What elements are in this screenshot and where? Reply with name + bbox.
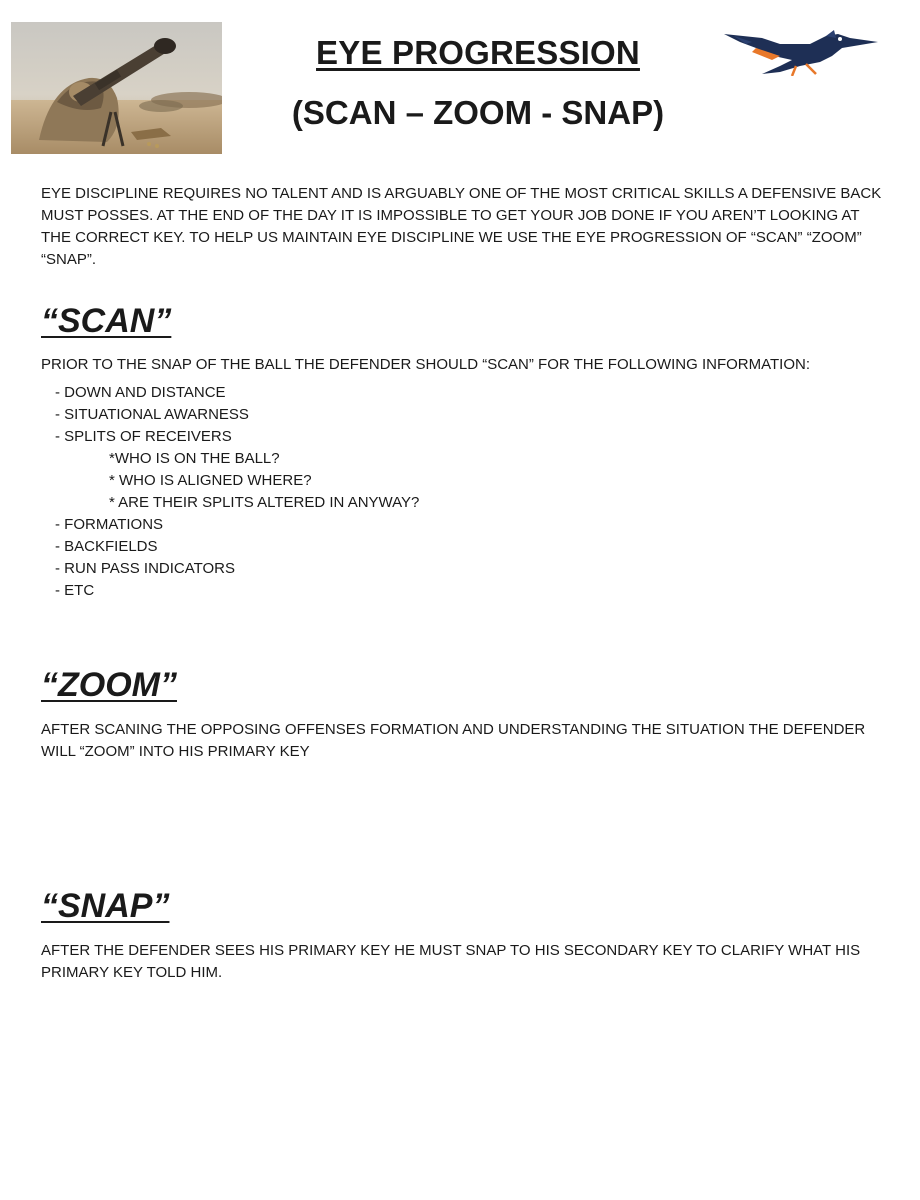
snap-heading: “SNAP” (41, 887, 170, 925)
scan-heading: “SCAN” (41, 302, 172, 340)
list-item: - ETC (55, 582, 95, 599)
list-item: - FORMATIONS (55, 516, 164, 533)
soldier-sniper-photo (11, 22, 222, 154)
list-subitem: *WHO IS ON THE BALL? (109, 450, 280, 467)
list-subitem: * ARE THEIR SPLITS ALTERED IN ANYWAY? (109, 494, 420, 511)
scan-list (55, 382, 755, 602)
list-item: - SPLITS OF RECEIVERS (55, 428, 232, 445)
zoom-heading: “ZOOM” (41, 666, 177, 704)
snap-body: AFTER THE DEFENDER SEES HIS PRIMARY KEY HE MUST SNAP TO HIS SECONDARY KEY TO CLARIFY WHAT HIS PRIMARY KEY TOLD HIM. (41, 942, 861, 981)
zoom-body: AFTER SCANING THE OPPOSING OFFENSES FORMATION AND UNDERSTANDING THE SITUATION THE DEFENDER WILL “ZOOM” INTO HIS PRIMARY KEY (41, 721, 866, 760)
roadrunner-logo (722, 26, 880, 76)
page-subtitle: (SCAN – ZOOM - SNAP) (291, 94, 665, 131)
list-item: - DOWN AND DISTANCE (55, 384, 226, 401)
scan-body: PRIOR TO THE SNAP OF THE BALL THE DEFENDER SHOULD “SCAN” FOR THE FOLLOWING INFORMATION: (41, 356, 810, 373)
intro-paragraph: EYE DISCIPLINE REQUIRES NO TALENT AND IS ARGUABLY ONE OF THE MOST CRITICAL SKILLS A DEFENSIVE BACK MUST POSSES. AT THE END OF THE DAY IT IS IMPOSSIBLE TO GET YOUR JOB DONE IF YOU AREN’T LOOKING AT THE CORRECT KEY. TO HELP US MAINTAIN EYE DISCIPLINE WE USE THE EYE PROGRESSION OF “SCAN” “ZOOM” “SNAP”. (41, 185, 882, 268)
page-title: EYE PROGRESSION (316, 34, 640, 71)
list-subitem: * WHO IS ALIGNED WHERE? (109, 472, 312, 489)
list-item: - BACKFIELDS (55, 538, 158, 555)
list-item: - RUN PASS INDICATORS (55, 560, 236, 577)
list-item: - SITUATIONAL AWARNESS (55, 406, 249, 423)
